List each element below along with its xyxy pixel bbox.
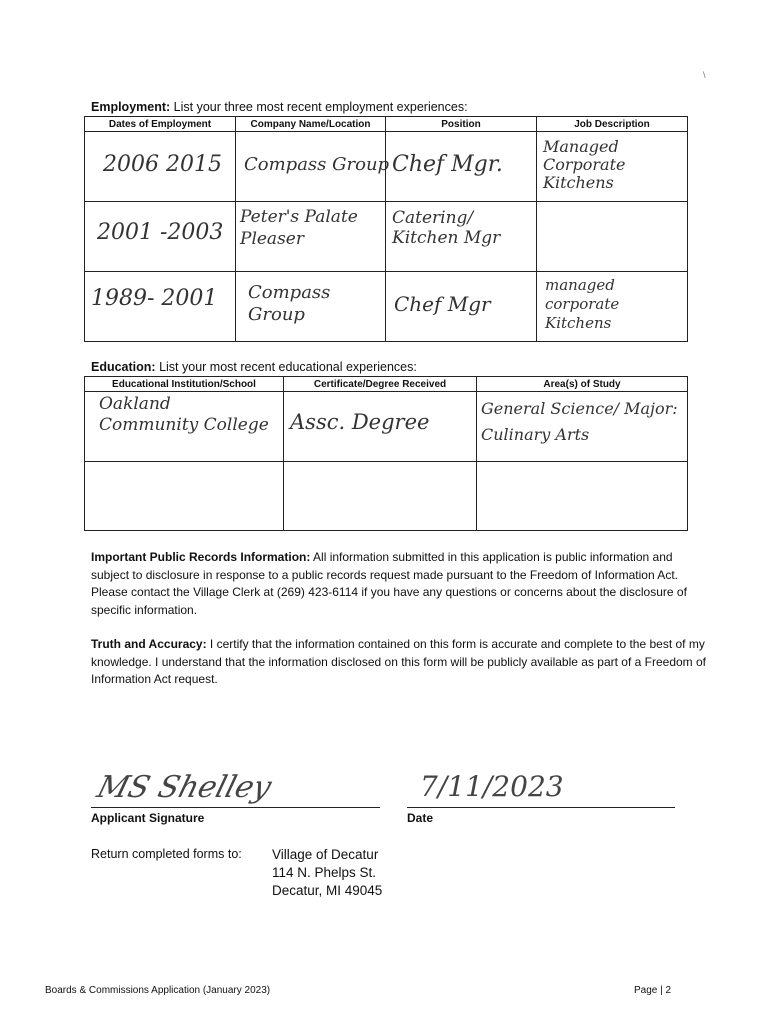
employment-position-value: Chef Mgr.	[392, 152, 503, 177]
education-certificate-value: Assc. Degree	[290, 410, 430, 434]
employment-header-company: Company Name/Location	[236, 117, 386, 132]
education-header-area: Area(s) of Study	[477, 377, 688, 392]
employment-header-dates: Dates of Employment	[85, 117, 236, 132]
employment-cell-dates[interactable]	[85, 132, 236, 202]
education-header-row	[85, 377, 688, 392]
education-title-rest: List your most recent educational experiences:	[155, 360, 417, 374]
handwritten-signature: MS Shelley	[93, 770, 276, 805]
education-row	[85, 462, 688, 531]
education-institution-value: Oakland Community College	[99, 394, 269, 435]
employment-cell-dates[interactable]	[85, 202, 236, 272]
employment-table	[84, 116, 688, 342]
employment-cell-position[interactable]	[386, 272, 537, 342]
employment-position-value: Catering/ Kitchen Mgr	[392, 208, 501, 248]
education-cell-area[interactable]	[477, 392, 688, 462]
education-cell-institution[interactable]	[85, 392, 284, 462]
truth-text: I certify that the information contained on this form is accurate and complete to the best of my knowledge. I understand that the information disclosed on this form will be publicly available as part of a Freedom of Information Act request.	[91, 637, 706, 686]
employment-cell-position[interactable]	[386, 202, 537, 272]
return-address-line: Village of Decatur	[272, 847, 379, 862]
employment-company-value: Peter's Palate Pleaser	[240, 207, 358, 249]
education-table	[84, 376, 688, 531]
employment-title-bold: Employment:	[91, 100, 171, 114]
employment-row	[85, 132, 688, 202]
employment-dates-value: 1989- 2001	[91, 286, 218, 311]
education-title-bold: Education:	[91, 360, 156, 374]
employment-cell-description[interactable]	[537, 202, 688, 272]
employment-cell-description[interactable]	[537, 132, 688, 202]
signature-label: Applicant Signature	[91, 811, 205, 825]
public-records-bold: Important Public Records Information:	[91, 550, 311, 564]
education-header-certificate: Certificate/Degree Received	[284, 377, 477, 392]
employment-position-value: Chef Mgr	[394, 292, 491, 316]
education-cell-certificate[interactable]	[284, 392, 477, 462]
footer-page-number: Page | 2	[634, 985, 672, 996]
employment-header-description: Job Description	[537, 117, 688, 132]
footer-left: Boards & Commissions Application (January 2023)	[45, 985, 271, 996]
employment-section-title	[91, 100, 468, 114]
employment-company-value: Compass Group	[248, 282, 331, 325]
education-cell-area[interactable]	[477, 462, 688, 531]
corner-mark: \	[703, 70, 706, 80]
date-line	[407, 807, 675, 808]
date-label: Date	[407, 811, 434, 825]
employment-cell-dates[interactable]	[85, 272, 236, 342]
employment-cell-company[interactable]	[236, 202, 386, 272]
employment-cell-company[interactable]	[236, 132, 390, 202]
truth-bold: Truth and Accuracy:	[91, 637, 207, 651]
employment-row	[85, 202, 688, 272]
employment-cell-description[interactable]	[537, 272, 688, 342]
signature-line	[91, 807, 380, 808]
return-address-line: 114 N. Phelps St.	[272, 865, 377, 880]
truth-paragraph	[91, 636, 711, 689]
education-row	[85, 392, 688, 462]
return-label: Return completed forms to:	[91, 847, 242, 861]
return-address	[272, 846, 382, 900]
return-address-line: Decatur, MI 49045	[272, 883, 383, 898]
employment-company-value: Compass Group	[244, 154, 390, 175]
employment-cell-position[interactable]	[386, 132, 537, 202]
public-records-text: All information submitted in this application is public information and subject to disclosure in response to a public records request made pursuant to the Freedom of Information Act. Please contact the Village Clerk at (269) 423-6114 if you have any questions or concerns about the disclosure of specific information.	[91, 550, 687, 617]
employment-description-value: Managed Corporate Kitchens	[543, 137, 626, 192]
employment-dates-value: 2001 -2003	[97, 220, 224, 245]
employment-title-rest: List your three most recent employment experiences:	[170, 100, 468, 114]
employment-description-value: managed corporate Kitchens	[545, 276, 620, 332]
education-header-institution: Educational Institution/School	[85, 377, 284, 392]
employment-dates-value: 2006 2015	[103, 152, 222, 177]
public-records-paragraph	[91, 549, 711, 619]
employment-row	[85, 272, 688, 342]
handwritten-date: 7/11/2023	[420, 770, 564, 803]
employment-cell-company[interactable]	[236, 272, 386, 342]
education-cell-certificate[interactable]	[284, 462, 477, 531]
education-area-value: General Science/ Major: Culinary Arts	[481, 399, 678, 444]
education-cell-institution[interactable]	[85, 462, 284, 531]
education-section-title	[91, 360, 417, 374]
employment-header-row	[85, 117, 688, 132]
employment-header-position: Position	[386, 117, 537, 132]
